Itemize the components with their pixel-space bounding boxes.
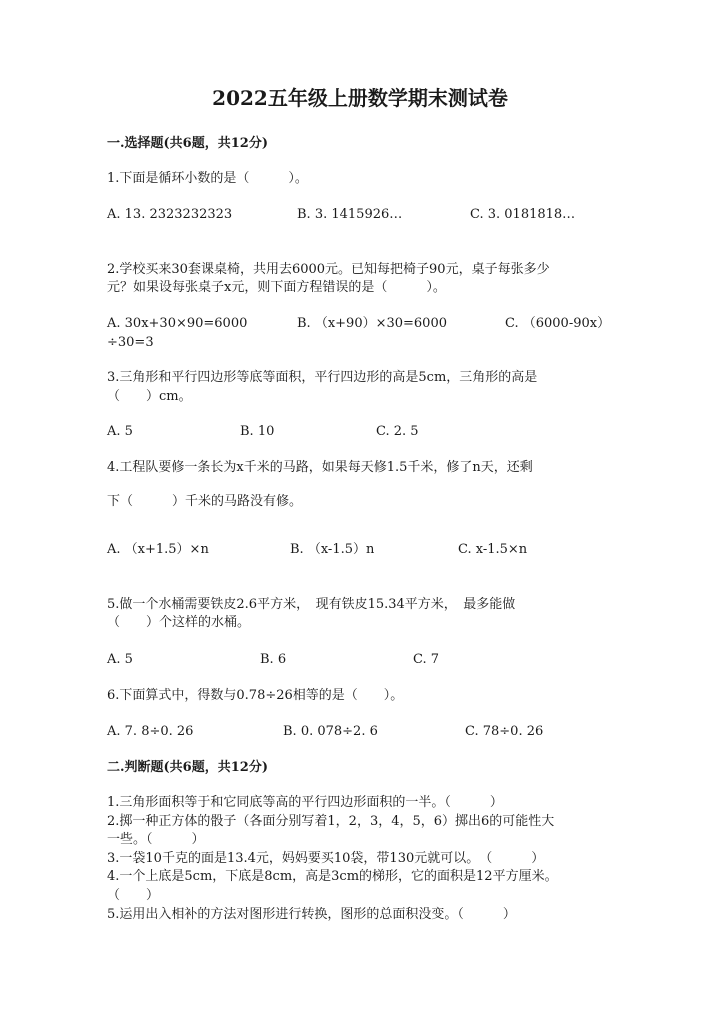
judgement-item: 3.一袋10千克的面是13.4元，妈妈要买10袋，带130元就可以。 （ ）: [107, 851, 545, 866]
question-2-option-c-continued: ÷30=3: [107, 335, 154, 350]
question-1-option-c: C. 3. 0181818…: [470, 207, 576, 222]
question-6-stem: 6.下面算式中，得数与0.78÷26相等的是（ ）。: [107, 688, 404, 703]
question-3-option-b: B. 10: [240, 424, 275, 439]
question-4-stem-line1: 4.工程队要修一条长为x千米的马路，如果每天修1.5千米，修了n天，还剩: [107, 460, 533, 475]
question-1-stem: 1.下面是循环小数的是（ ）。: [107, 171, 308, 186]
question-2-stem-line1: 2.学校买来30套课桌椅，共用去6000元。已知每把椅子90元，桌子每张多少: [107, 262, 550, 277]
question-3-option-a: A. 5: [107, 424, 133, 439]
page-title: 2022五年级上册数学期末测试卷: [212, 86, 508, 110]
question-4-option-c: C. x-1.5×n: [458, 542, 528, 557]
question-5-stem-line1: 5.做一个水桶需要铁皮2.6平方米， 现有铁皮15.34平方米， 最多能做: [107, 597, 516, 612]
question-1-option-b: B. 3. 1415926…: [297, 207, 403, 222]
question-6-option-a: A. 7. 8÷0. 26: [107, 724, 194, 739]
question-6-option-c: C. 78÷0. 26: [465, 724, 544, 739]
question-4-option-a: A. （x+1.5）×n: [107, 542, 209, 557]
section-header-judgement: 二.判断题(共6题，共12分): [107, 760, 268, 775]
question-3-stem-line2: （ ）cm。: [107, 389, 192, 404]
section-header-choice: 一.选择题(共6题，共12分): [107, 136, 268, 151]
judgement-item-continued: （ ）: [107, 888, 160, 903]
judgement-item: 2.掷一种正方体的骰子（各面分别写着1，2，3，4，5，6）掷出6的可能性大: [107, 814, 555, 829]
question-3-option-c: C. 2. 5: [376, 424, 419, 439]
question-6-option-b: B. 0. 078÷2. 6: [283, 724, 378, 739]
question-4-stem-line2: 下（ ）千米的马路没有修。: [107, 494, 303, 509]
question-4-option-b: B. （x-1.5）n: [290, 542, 375, 557]
question-5-option-a: A. 5: [107, 652, 133, 667]
question-3-stem-line1: 3.三角形和平行四边形等底等面积，平行四边形的高是5cm，三角形的高是: [107, 370, 538, 385]
question-1-option-a: A. 13. 2323232323: [107, 207, 233, 222]
question-2-option-a: A. 30x+30×90=6000: [107, 316, 248, 331]
question-2-option-b: B. （x+90）×30=6000: [297, 316, 447, 331]
question-2-option-c: C. （6000-90x）: [505, 316, 611, 331]
question-5-option-c: C. 7: [413, 652, 440, 667]
judgement-item: 4.一个上底是5cm，下底是8cm，高是3cm的梯形，它的面积是12平方厘米。: [107, 869, 558, 884]
judgement-item: 5.运用出入相补的方法对图形进行转换，图形的总面积没变。（ ）: [107, 907, 516, 922]
judgement-item: 1.三角形面积等于和它同底等高的平行四边形面积的一半。（ ）: [107, 795, 503, 810]
question-5-stem-line2: （ ）个这样的水桶。: [107, 615, 251, 630]
judgement-item-continued: 一些。（ ）: [107, 832, 205, 847]
question-2-stem-line2: 元？如果设每张桌子x元，则下面方程错误的是（ ）。: [107, 280, 446, 295]
question-5-option-b: B. 6: [260, 652, 287, 667]
